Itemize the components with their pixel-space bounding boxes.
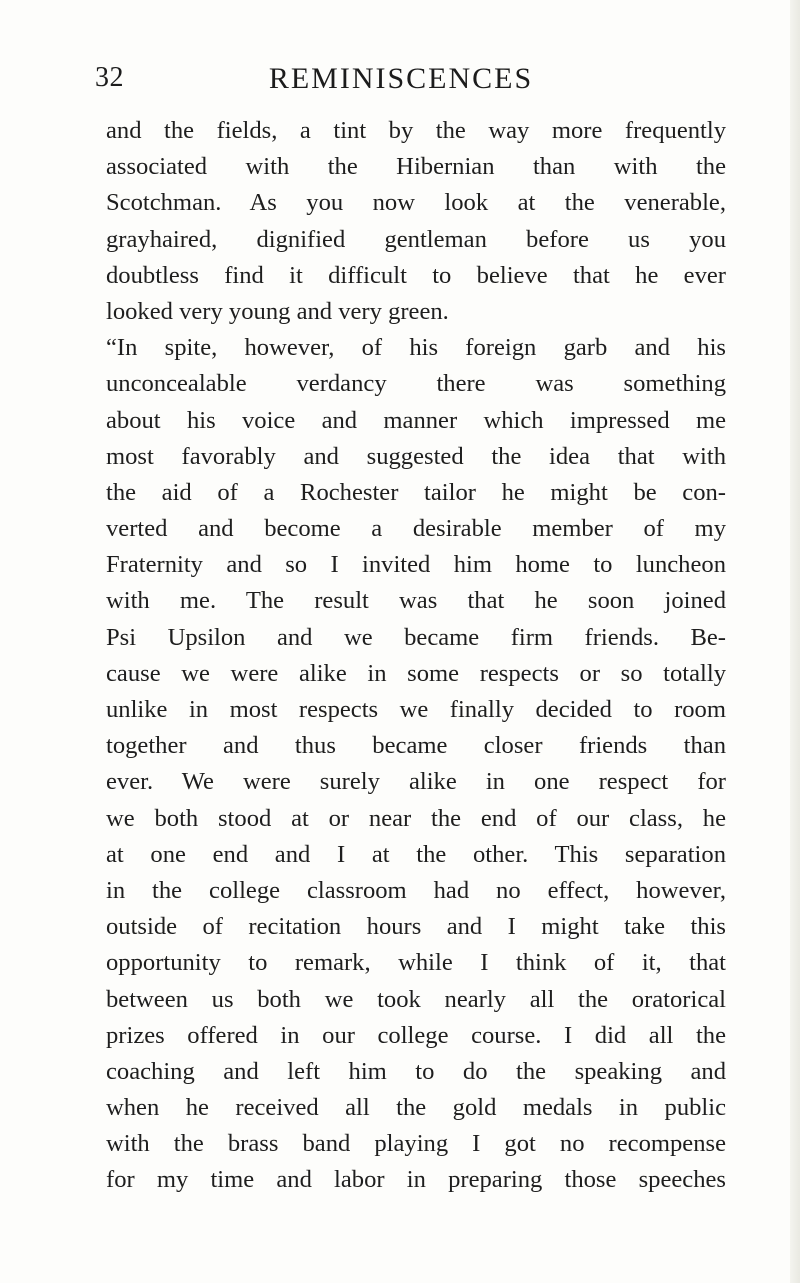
- text-line: unlike in most respects we finally decided to room: [106, 696, 726, 723]
- text-line: with the brass band playing I got no recompense: [106, 1130, 726, 1158]
- text-line: grayhaired, dignified gentleman before us you: [106, 225, 726, 253]
- text-line: outside of recitation hours and I might take this: [106, 913, 726, 941]
- text-line: Scotchman. As you now look at the venerable,: [106, 189, 726, 217]
- text-line: cause we were alike in some respects or so totally: [106, 659, 726, 687]
- text-line: doubtless find it difficult to believe that he ever: [106, 261, 726, 289]
- text-line: unconcealable verdancy there was something: [106, 370, 726, 398]
- text-line: between us both we took nearly all the oratorical: [106, 985, 726, 1013]
- text-line: together and thus became closer friends than: [106, 732, 726, 760]
- text-line: ever. We were surely alike in one respect for: [106, 768, 726, 796]
- text-line: for my time and labor in preparing those speeches: [106, 1166, 726, 1194]
- text-line: the aid of a Rochester tailor he might be con-: [106, 478, 726, 506]
- body-text: [106, 113, 726, 1199]
- page-edge: [790, 0, 800, 1283]
- text-line: most favorably and suggested the idea that with: [106, 442, 726, 470]
- text-line: verted and become a desirable member of my: [106, 515, 726, 543]
- text-line: and the fields, a tint by the way more frequently: [106, 117, 726, 144]
- text-line: associated with the Hibernian than with the: [106, 153, 726, 181]
- text-line: opportunity to remark, while I think of it, that: [106, 949, 726, 977]
- running-title: REMINISCENCES: [268, 62, 534, 95]
- text-line: about his voice and manner which impressed me: [106, 406, 726, 434]
- text-line: looked very young and very green.: [106, 297, 449, 325]
- text-line: Psi Upsilon and we became firm friends. Be-: [106, 623, 726, 651]
- text-line: at one end and I at the other. This separation: [106, 840, 726, 868]
- page-number: 32: [95, 62, 124, 93]
- text-line: with me. The result was that he soon joined: [106, 587, 726, 615]
- text-line: when he received all the gold medals in public: [106, 1094, 726, 1122]
- text-line: coaching and left him to do the speaking and: [106, 1057, 726, 1085]
- text-line: we both stood at or near the end of our class, he: [106, 804, 726, 832]
- text-line: in the college classroom had no effect, however,: [106, 876, 726, 904]
- text-line: Fraternity and so I invited him home to luncheon: [106, 551, 726, 579]
- page-header: [95, 62, 707, 102]
- text-line: “In spite, however, of his foreign garb and his: [106, 334, 726, 362]
- text-line: prizes offered in our college course. I did all the: [106, 1021, 726, 1049]
